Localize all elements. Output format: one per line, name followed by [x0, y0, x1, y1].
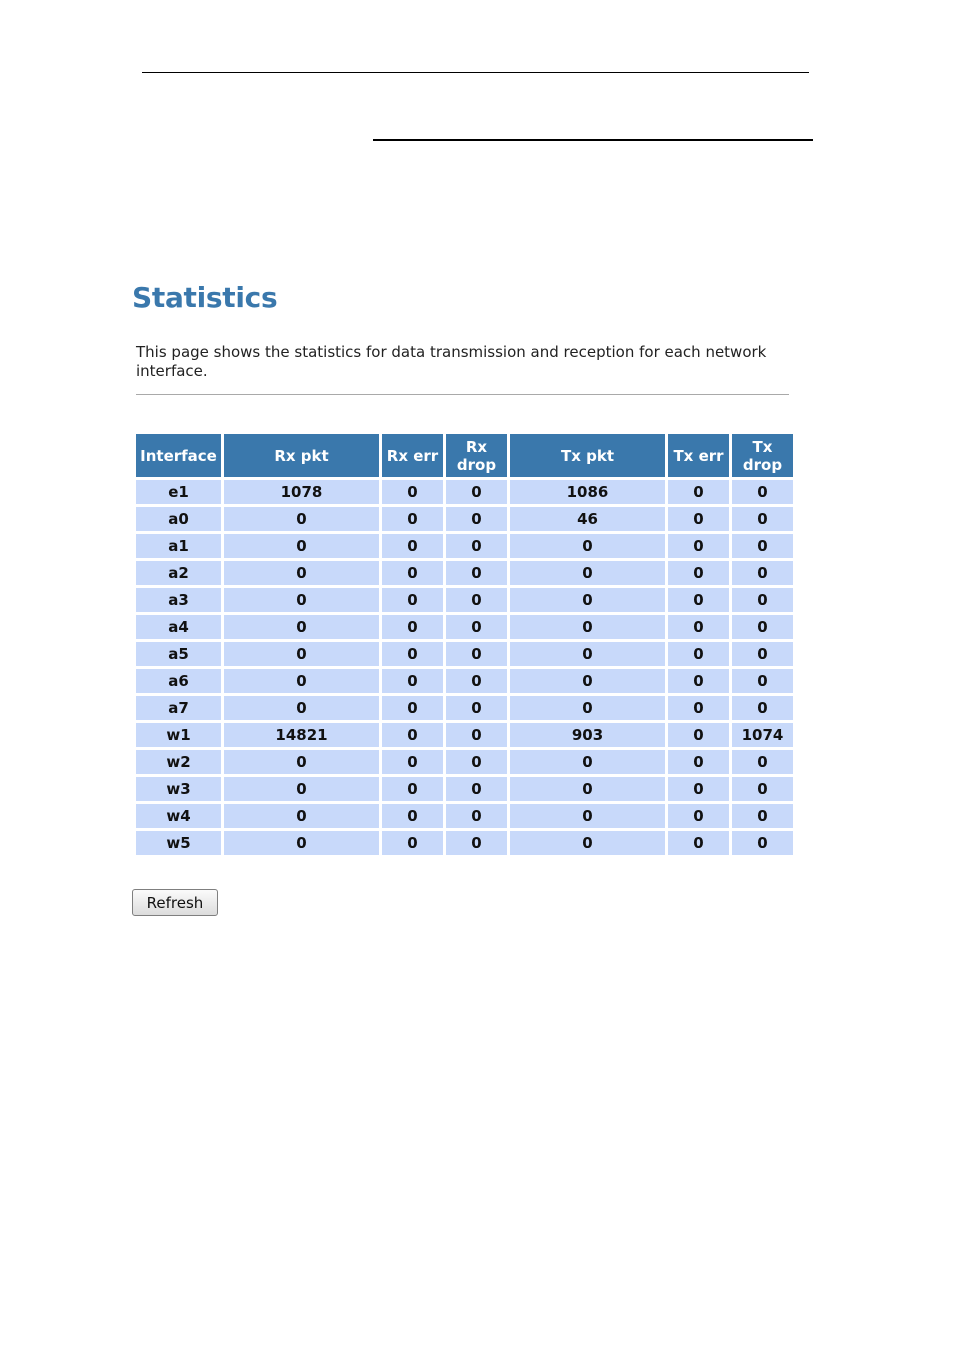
- cell-tx-pkt: 0: [510, 750, 665, 774]
- cell-rx-err: 0: [382, 615, 443, 639]
- cell-rx-drop: 0: [446, 750, 507, 774]
- cell-tx-err: 0: [668, 831, 729, 855]
- col-header-tx-drop: Tx drop: [732, 434, 793, 477]
- cell-rx-pkt: 0: [224, 561, 379, 585]
- cell-tx-err: 0: [668, 804, 729, 828]
- col-header-tx-err: Tx err: [668, 434, 729, 477]
- cell-rx-pkt: 0: [224, 534, 379, 558]
- section-divider: [136, 394, 789, 395]
- cell-tx-drop: 0: [732, 480, 793, 504]
- cell-tx-drop: 0: [732, 750, 793, 774]
- cell-interface: a1: [136, 534, 221, 558]
- cell-tx-pkt: 0: [510, 615, 665, 639]
- cell-rx-drop: 0: [446, 777, 507, 801]
- cell-rx-pkt: 0: [224, 615, 379, 639]
- cell-tx-drop: 0: [732, 615, 793, 639]
- statistics-table: [133, 431, 796, 858]
- cell-tx-pkt: 0: [510, 669, 665, 693]
- col-header-rx-pkt: Rx pkt: [224, 434, 379, 477]
- cell-tx-drop: 0: [732, 534, 793, 558]
- top-rule: [142, 72, 809, 73]
- cell-rx-drop: 0: [446, 804, 507, 828]
- table-body: [136, 480, 793, 855]
- table-row: [136, 561, 793, 585]
- cell-rx-pkt: 0: [224, 507, 379, 531]
- table-row: [136, 615, 793, 639]
- cell-tx-pkt: 0: [510, 642, 665, 666]
- cell-tx-drop: 0: [732, 777, 793, 801]
- cell-rx-drop: 0: [446, 534, 507, 558]
- cell-rx-pkt: 0: [224, 777, 379, 801]
- cell-tx-err: 0: [668, 750, 729, 774]
- col-header-rx-err: Rx err: [382, 434, 443, 477]
- cell-rx-pkt: 0: [224, 750, 379, 774]
- cell-rx-pkt: 0: [224, 831, 379, 855]
- table-row: [136, 507, 793, 531]
- cell-interface: a3: [136, 588, 221, 612]
- cell-tx-drop: 0: [732, 696, 793, 720]
- table-row: [136, 642, 793, 666]
- cell-tx-err: 0: [668, 588, 729, 612]
- table-row: [136, 669, 793, 693]
- page-title: Statistics: [132, 281, 278, 314]
- cell-interface: w4: [136, 804, 221, 828]
- cell-rx-pkt: 0: [224, 804, 379, 828]
- cell-interface: w5: [136, 831, 221, 855]
- cell-interface: a2: [136, 561, 221, 585]
- cell-tx-err: 0: [668, 669, 729, 693]
- cell-rx-drop: 0: [446, 831, 507, 855]
- cell-tx-err: 0: [668, 615, 729, 639]
- cell-rx-err: 0: [382, 534, 443, 558]
- cell-tx-pkt: 0: [510, 561, 665, 585]
- cell-tx-pkt: 1086: [510, 480, 665, 504]
- cell-tx-pkt: 0: [510, 696, 665, 720]
- cell-rx-pkt: 14821: [224, 723, 379, 747]
- cell-rx-pkt: 0: [224, 588, 379, 612]
- col-header-interface: Interface: [136, 434, 221, 477]
- table-row: [136, 831, 793, 855]
- cell-tx-err: 0: [668, 723, 729, 747]
- table-header-row: [136, 434, 793, 477]
- cell-rx-pkt: 0: [224, 642, 379, 666]
- cell-rx-err: 0: [382, 561, 443, 585]
- cell-rx-drop: 0: [446, 615, 507, 639]
- cell-rx-pkt: 0: [224, 696, 379, 720]
- cell-rx-drop: 0: [446, 642, 507, 666]
- cell-tx-drop: 0: [732, 804, 793, 828]
- refresh-button[interactable]: Refresh: [132, 889, 218, 916]
- cell-interface: w3: [136, 777, 221, 801]
- cell-interface: a4: [136, 615, 221, 639]
- cell-tx-drop: 0: [732, 588, 793, 612]
- cell-rx-drop: 0: [446, 480, 507, 504]
- cell-rx-err: 0: [382, 723, 443, 747]
- col-header-tx-pkt: Tx pkt: [510, 434, 665, 477]
- cell-rx-err: 0: [382, 804, 443, 828]
- cell-tx-drop: 1074: [732, 723, 793, 747]
- table-row: [136, 534, 793, 558]
- cell-interface: w2: [136, 750, 221, 774]
- table-row: [136, 696, 793, 720]
- cell-rx-drop: 0: [446, 588, 507, 612]
- cell-rx-pkt: 0: [224, 669, 379, 693]
- table-row: [136, 588, 793, 612]
- cell-tx-err: 0: [668, 696, 729, 720]
- cell-rx-err: 0: [382, 669, 443, 693]
- cell-rx-drop: 0: [446, 507, 507, 531]
- cell-interface: a0: [136, 507, 221, 531]
- cell-tx-err: 0: [668, 534, 729, 558]
- table-row: [136, 804, 793, 828]
- cell-tx-pkt: 0: [510, 534, 665, 558]
- col-header-rx-drop: Rx drop: [446, 434, 507, 477]
- cell-tx-pkt: 903: [510, 723, 665, 747]
- cell-tx-pkt: 0: [510, 831, 665, 855]
- cell-tx-pkt: 0: [510, 777, 665, 801]
- cell-rx-err: 0: [382, 750, 443, 774]
- header-rule: [373, 139, 813, 141]
- cell-tx-err: 0: [668, 561, 729, 585]
- cell-interface: a7: [136, 696, 221, 720]
- cell-tx-drop: 0: [732, 831, 793, 855]
- table-row: [136, 777, 793, 801]
- cell-tx-drop: 0: [732, 669, 793, 693]
- cell-tx-drop: 0: [732, 561, 793, 585]
- cell-tx-drop: 0: [732, 507, 793, 531]
- cell-rx-err: 0: [382, 777, 443, 801]
- cell-tx-err: 0: [668, 507, 729, 531]
- cell-rx-err: 0: [382, 831, 443, 855]
- cell-tx-err: 0: [668, 642, 729, 666]
- cell-tx-pkt: 46: [510, 507, 665, 531]
- cell-interface: a5: [136, 642, 221, 666]
- cell-tx-pkt: 0: [510, 588, 665, 612]
- cell-tx-err: 0: [668, 480, 729, 504]
- cell-rx-pkt: 1078: [224, 480, 379, 504]
- cell-rx-drop: 0: [446, 723, 507, 747]
- cell-rx-drop: 0: [446, 696, 507, 720]
- table-row: [136, 480, 793, 504]
- cell-interface: a6: [136, 669, 221, 693]
- cell-rx-err: 0: [382, 480, 443, 504]
- table-row: [136, 723, 793, 747]
- cell-rx-err: 0: [382, 507, 443, 531]
- cell-rx-err: 0: [382, 696, 443, 720]
- cell-rx-err: 0: [382, 642, 443, 666]
- table-row: [136, 750, 793, 774]
- cell-tx-err: 0: [668, 777, 729, 801]
- cell-interface: e1: [136, 480, 221, 504]
- cell-rx-drop: 0: [446, 561, 507, 585]
- cell-rx-drop: 0: [446, 669, 507, 693]
- cell-rx-err: 0: [382, 588, 443, 612]
- page-description: This page shows the statistics for data transmission and reception for each network interface.: [136, 343, 767, 380]
- cell-interface: w1: [136, 723, 221, 747]
- cell-tx-pkt: 0: [510, 804, 665, 828]
- cell-tx-drop: 0: [732, 642, 793, 666]
